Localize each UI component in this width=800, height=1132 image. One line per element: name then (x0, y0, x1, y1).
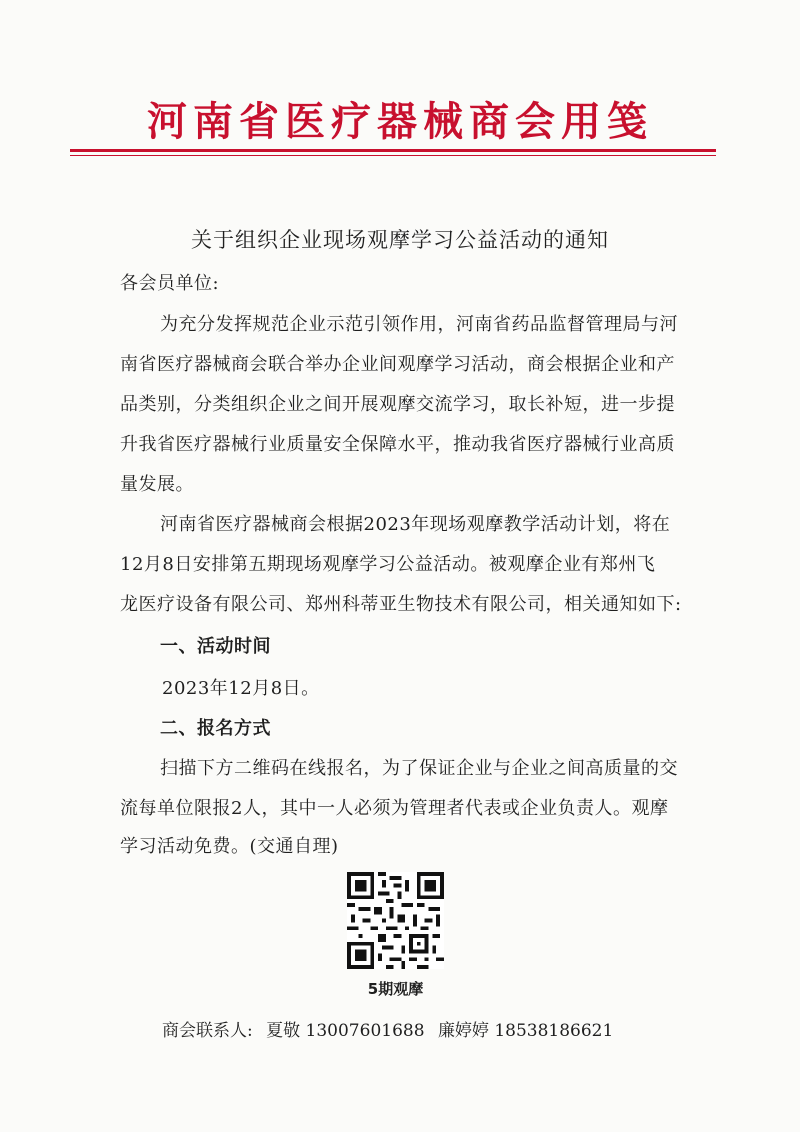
qr-caption: 5期观摩 (367, 980, 424, 998)
salutation: 各会员单位: (120, 273, 220, 294)
paragraph-line: 学习活动免费。(交通自理) (120, 836, 339, 857)
paragraph-line: 河南省医疗器械商会根据2023年现场观摩教学活动计划，将在 (160, 514, 671, 535)
letterhead-rule-thick (70, 149, 716, 152)
letterhead-rule-thin (70, 155, 716, 156)
event-date: 2023年12月8日。 (162, 678, 320, 699)
contact-line (162, 1016, 621, 1041)
paragraph-line: 12月8日安排第五期现场观摩学习公益活动。被观摩企业有郑州飞 (120, 554, 656, 575)
section-heading-registration: 二、报名方式 (160, 718, 271, 739)
contact-person-1: 夏敬 13007601688 (266, 1021, 425, 1041)
letterhead-title: 河南省医疗器械商会用笺 (147, 98, 653, 145)
notice-title: 关于组织企业现场观摩学习公益活动的通知 (191, 228, 609, 252)
contact-person-2: 廉婷婷 18538186621 (437, 1021, 614, 1041)
paragraph-line: 南省医疗器械商会联合举办企业间观摩学习活动，商会根据企业和产 (120, 354, 675, 375)
paragraph-line: 升我省医疗器械行业质量安全保障水平，推动我省医疗器械行业高质 (120, 434, 675, 455)
contact-label: 商会联系人: (162, 1021, 253, 1041)
paragraph-line: 龙医疗设备有限公司、郑州科蒂亚生物技术有限公司，相关通知如下: (120, 594, 682, 615)
section-heading-time: 一、活动时间 (160, 636, 271, 657)
paragraph-line: 量发展。 (120, 474, 194, 495)
paragraph-line: 扫描下方二维码在线报名，为了保证企业与企业之间高质量的交 (160, 758, 678, 779)
qr-code-icon[interactable] (347, 872, 444, 969)
paragraph-line: 为充分发挥规范企业示范引领作用，河南省药品监督管理局与河 (160, 314, 678, 335)
paragraph-line: 品类别，分类组织企业之间开展观摩交流学习，取长补短，进一步提 (120, 394, 675, 415)
paragraph-line: 流每单位限报2人，其中一人必须为管理者代表或企业负责人。观摩 (120, 798, 669, 819)
